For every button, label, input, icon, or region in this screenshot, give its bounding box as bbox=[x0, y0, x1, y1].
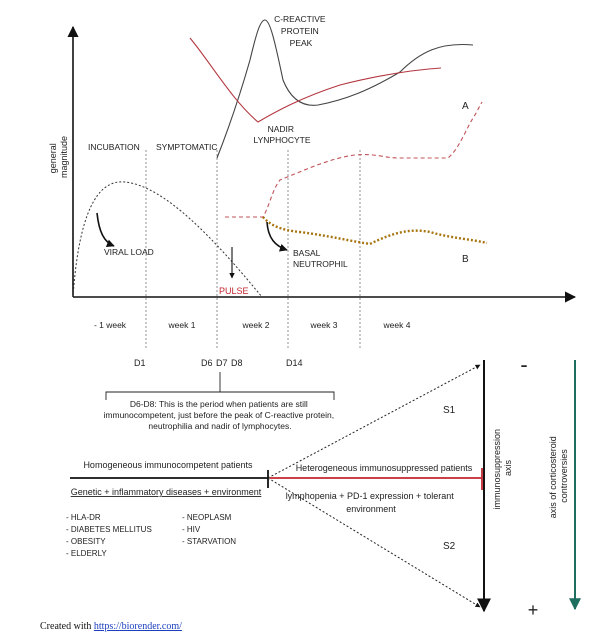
credit-line bbox=[40, 621, 182, 632]
factors-left-list: - HLA-DR - DIABETES MELLITUS - OBESITY - ELDERLY bbox=[66, 513, 152, 558]
biorender-link[interactable]: https://biorender.com/ bbox=[93, 621, 182, 632]
crp-peak-label: C-REACTIVE PROTEIN PEAK bbox=[274, 14, 326, 48]
curve-b-label: B bbox=[462, 254, 469, 265]
phase-symptomatic: SYMPTOMATIC bbox=[156, 142, 218, 152]
day-d1: D1 bbox=[134, 358, 146, 368]
curve-a-label: A bbox=[462, 101, 469, 112]
y-axis-label: general magnitude bbox=[48, 135, 69, 179]
minus-sign: - bbox=[520, 352, 528, 377]
week-label-1: week 1 bbox=[168, 320, 196, 330]
day-d7: D7 bbox=[216, 358, 228, 368]
week-label-2: week 2 bbox=[242, 320, 270, 330]
day-d8: D8 bbox=[231, 358, 243, 368]
immunosuppression-axis-label: immunosuppression axis bbox=[492, 428, 513, 510]
viral-load-label: VIRAL LOAD bbox=[104, 247, 154, 257]
lymphocyte-curve bbox=[190, 38, 441, 122]
s2-label: S2 bbox=[443, 541, 456, 552]
corticosteroid-axis-label: axis of corticosteroid controversies bbox=[548, 436, 569, 519]
basal-neutrophil-label: BASAL NEUTROPHIL bbox=[293, 248, 348, 269]
day-d6: D6 bbox=[201, 358, 213, 368]
credit-prefix: Created with bbox=[40, 621, 92, 632]
lymphopenia-label: lymphopenia + PD-1 expression + tolerant environment bbox=[285, 491, 454, 514]
bracket-note: D6-D8: This is the period when patients are still immunocompetent, just before the peak of C-reactive protein, neutrophilia and nadir of lymphocytes. bbox=[103, 399, 335, 431]
week-label-minus1: - 1 week bbox=[93, 320, 127, 330]
s1-label: S1 bbox=[443, 405, 456, 416]
plus-sign: + bbox=[527, 600, 539, 620]
nadir-lymphocyte-label: NADIR LYNPHOCYTE bbox=[253, 124, 311, 145]
day-d14: D14 bbox=[286, 358, 303, 368]
curve-b-line bbox=[263, 217, 487, 244]
homogeneous-label: Homogeneous immunocompetent patients bbox=[83, 460, 253, 470]
viral-load-curve bbox=[73, 182, 262, 297]
factors-right-list: - NEOPLASM - HIV - STARVATION bbox=[182, 513, 237, 546]
genetic-environment-label: Genetic + inflammatory diseases + environment bbox=[70, 487, 262, 497]
pulse-label: PULSE bbox=[219, 286, 249, 296]
phase-incubation: INCUBATION bbox=[88, 142, 140, 152]
viral-load-arrow bbox=[97, 213, 114, 246]
week-label-4: week 4 bbox=[383, 320, 411, 330]
week-label-3: week 3 bbox=[310, 320, 338, 330]
wedge-upper-arrow bbox=[268, 365, 480, 478]
heterogeneous-label: Heterogeneous immunosuppressed patients bbox=[295, 463, 473, 473]
